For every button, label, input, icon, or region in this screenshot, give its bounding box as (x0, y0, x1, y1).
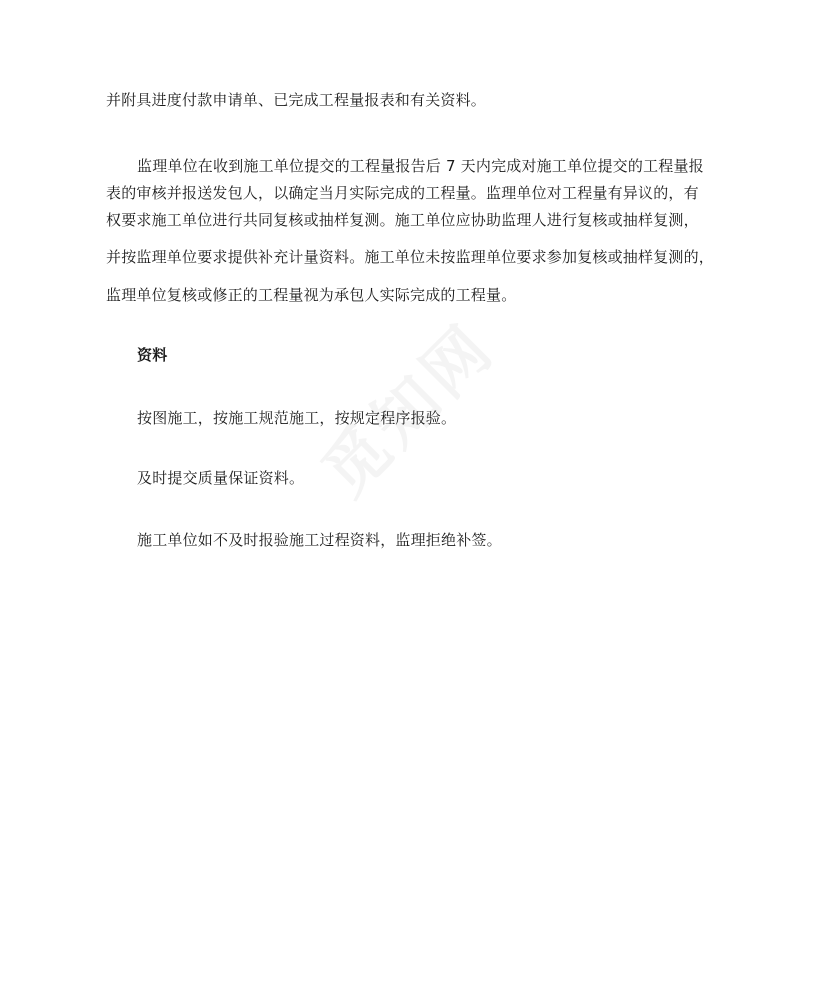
paragraph-2-line-3: 权要求施工单位进行共同复核或抽样复测。施工单位应协助监理人进行复核或抽样复测， (106, 211, 699, 229)
section-heading: 资料 (137, 346, 168, 364)
watermark-text (298, 299, 512, 513)
watermark (300, 290, 560, 490)
paragraph-1-line-1: 并附具进度付款申请单、已完成工程量报表和有关资料。 (106, 91, 487, 109)
paragraph-2-line-1: 监理单位在收到施工单位提交的工程量报告后 7 天内完成对施工单位提交的工程量报 (137, 157, 704, 175)
section-item-1: 按图施工，按施工规范施工，按规定程序报验。 (137, 409, 457, 427)
section-item-2: 及时提交质量保证资料。 (137, 469, 305, 487)
paragraph-2-line-2: 表的审核并报送发包人，以确定当月实际完成的工程量。监理单位对工程量有异议的，有 (106, 184, 699, 202)
section-item-3: 施工单位如不及时报验施工过程资料，监理拒绝补签。 (137, 531, 502, 549)
paragraph-2-line-4: 并按监理单位要求提供补充计量资料。施工单位未按监理单位要求参加复核或抽样复测的， (106, 248, 715, 266)
paragraph-2-line-5: 监理单位复核或修正的工程量视为承包人实际完成的工程量。 (106, 286, 517, 304)
